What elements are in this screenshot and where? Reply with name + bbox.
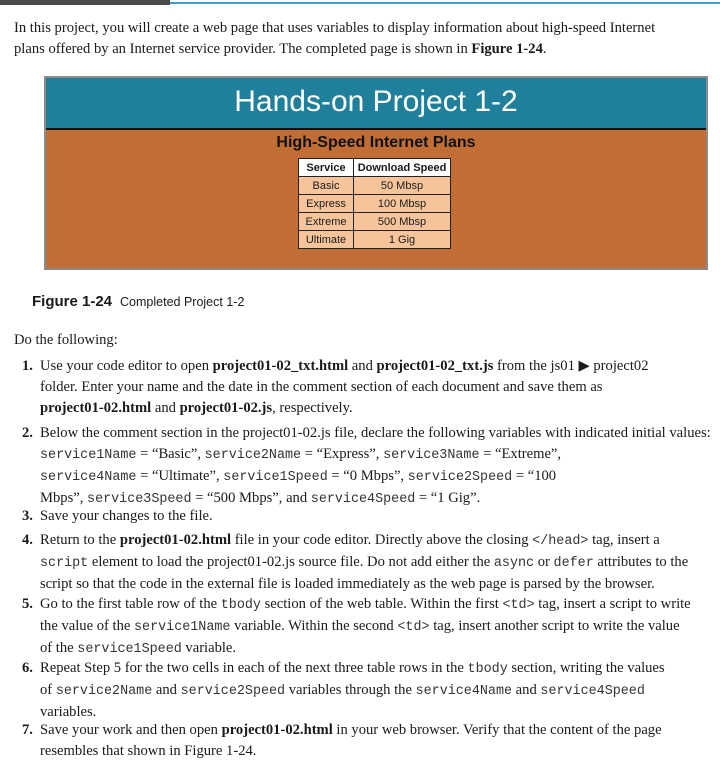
step-number: 4.: [22, 532, 33, 548]
intro-text-4: .: [542, 41, 547, 57]
intro-text-2: plans offered by an Internet service provider. The completed page is shown in: [14, 41, 472, 57]
figure-caption-number: Figure 1-24: [32, 293, 113, 310]
table-cell-service: Ultimate: [299, 231, 354, 249]
table-row: [299, 231, 451, 249]
step-number: 5.: [22, 596, 33, 612]
intro-figure-ref: Figure 1-24: [471, 41, 543, 57]
step-number: 6.: [22, 660, 33, 676]
table-row: [299, 213, 451, 231]
plans-table: [298, 158, 451, 249]
table-cell-speed: 100 Mbsp: [354, 195, 451, 213]
table-header-speed: Download Speed: [354, 159, 451, 177]
step-number: 3.: [22, 508, 33, 524]
step-number: 1.: [22, 358, 33, 374]
figure-screenshot: [46, 78, 706, 268]
table-cell-service: Extreme: [299, 213, 354, 231]
top-rule-blue: [170, 2, 720, 4]
table-cell-service: Express: [299, 195, 354, 213]
top-rule-dark: [0, 0, 170, 5]
figure-subtitle: High-Speed Internet Plans: [276, 134, 476, 151]
table-cell-service: Basic: [299, 177, 354, 195]
table-row: [299, 195, 451, 213]
table-cell-speed: 50 Mbsp: [354, 177, 451, 195]
intro-text-1: In this project, you will create a web page that uses variables to display information about high-speed Internet: [14, 20, 656, 36]
table-header-row: [299, 159, 451, 177]
do-following-label: Do the following:: [14, 332, 118, 348]
step-number: 7.: [22, 722, 33, 738]
intro-paragraph: [14, 18, 714, 60]
top-rule: [0, 0, 720, 5]
figure-header: Hands-on Project 1-2: [46, 78, 706, 130]
figure-caption: [32, 293, 244, 311]
table-header-service: Service: [299, 159, 354, 177]
table-cell-speed: 1 Gig: [354, 231, 451, 249]
table-cell-speed: 500 Mbsp: [354, 213, 451, 231]
figure-caption-text: Completed Project 1-2: [120, 295, 245, 309]
step-number: 2.: [22, 425, 33, 441]
table-row: [299, 177, 451, 195]
